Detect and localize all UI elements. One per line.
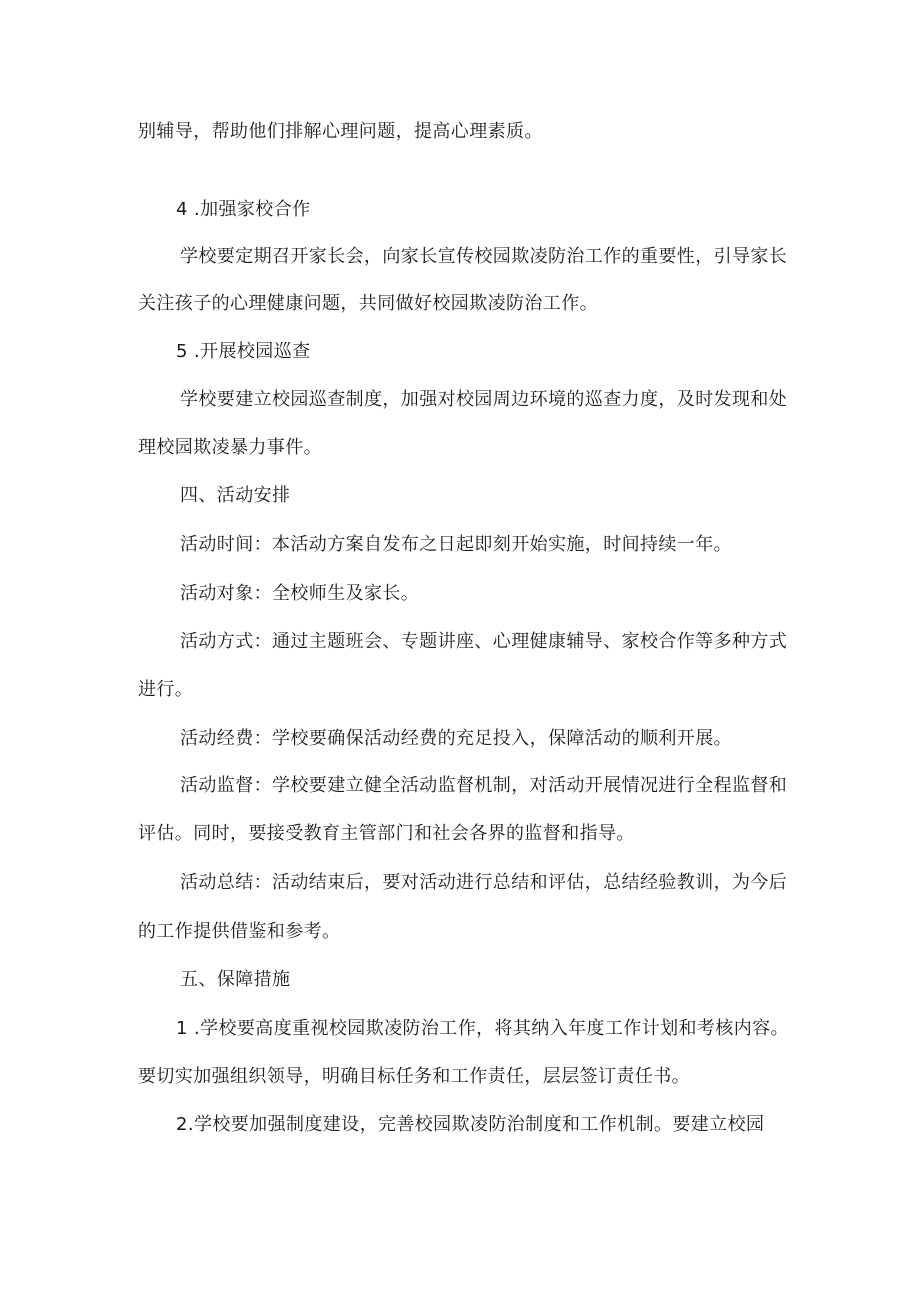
paragraph-line: 2.学校要加强制度建设，完善校园欺凌防治制度和工作机制。要建立校园 bbox=[176, 1114, 765, 1135]
paragraph-line: 学校要定期召开家长会，向家长宣传校园欺凌防治工作的重要性，引导家长 bbox=[180, 246, 788, 267]
paragraph-line: 关注孩子的心理健康问题，共同做好校园欺凌防治工作。 bbox=[138, 293, 598, 314]
paragraph-line: 进行。 bbox=[138, 679, 194, 700]
paragraph-line: 活动时间：本活动方案自发布之日起即刻开始实施，时间持续一年。 bbox=[180, 534, 732, 555]
paragraph-line: 活动监督：学校要建立健全活动监督机制，对活动开展情况进行全程监督和 bbox=[180, 775, 788, 796]
section-heading: 4 .加强家校合作 bbox=[176, 199, 311, 220]
text-line: 别辅导，帮助他们排解心理问题，提高心理素质。 bbox=[138, 121, 543, 142]
paragraph-line: 学校要建立校园巡查制度，加强对校园周边环境的巡查力度，及时发现和处 bbox=[180, 389, 788, 410]
paragraph-line: 的工作提供借鉴和参考。 bbox=[138, 921, 341, 942]
paragraph-line: 活动总结：活动结束后，要对活动进行总结和评估，总结经验教训，为今后 bbox=[180, 872, 788, 893]
paragraph-line: 活动对象：全校师生及家长。 bbox=[180, 583, 420, 604]
paragraph-line: 活动方式：通过主题班会、专题讲座、心理健康辅导、家校合作等多种方式 bbox=[180, 631, 788, 652]
section-heading: 5 .开展校园巡查 bbox=[176, 341, 311, 362]
section-heading: 五、保障措施 bbox=[180, 969, 291, 990]
paragraph-line: 活动经费：学校要确保活动经费的充足投入，保障活动的顺利开展。 bbox=[180, 728, 732, 749]
section-heading: 四、活动安排 bbox=[180, 485, 291, 506]
paragraph-line: 要切实加强组织领导，明确目标任务和工作责任，层层签订责任书。 bbox=[138, 1066, 690, 1087]
paragraph-line: 1 .学校要高度重视校园欺凌防治工作，将其纳入年度工作计划和考核内容。 bbox=[176, 1018, 789, 1039]
paragraph-line: 理校园欺凌暴力事件。 bbox=[138, 437, 322, 458]
paragraph-line: 评估。同时，要接受教育主管部门和社会各界的监督和指导。 bbox=[138, 823, 635, 844]
